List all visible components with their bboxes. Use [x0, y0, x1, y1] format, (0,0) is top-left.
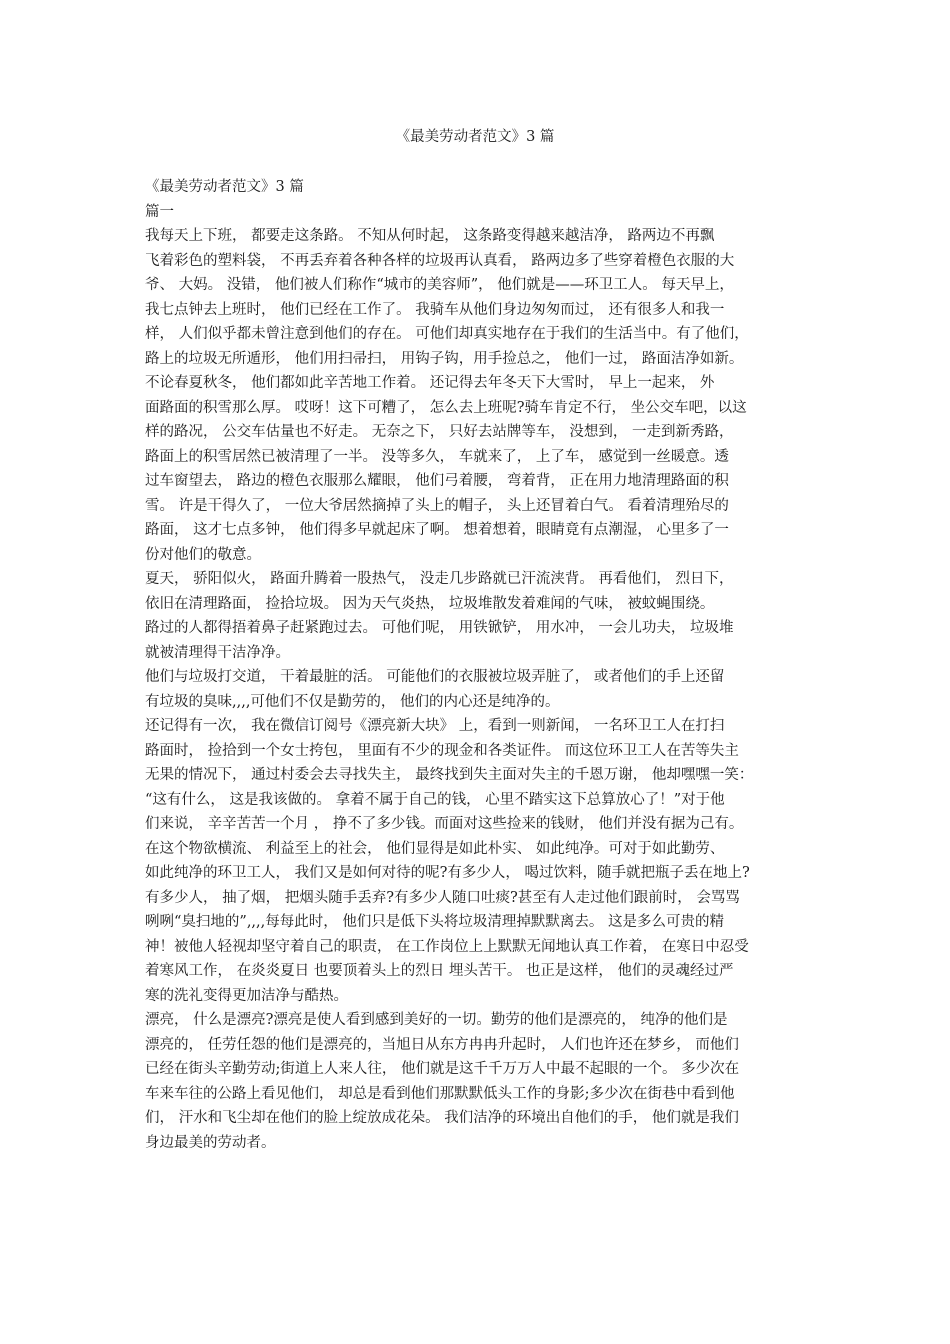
body-line: 就被清理得干洁净净。: [145, 644, 290, 661]
body-line: 咧咧“臭扫地的”,,,,每每此时， 他们只是低下头将垃圾清理掉默默离去。 这是多么可贵的精: [145, 914, 724, 930]
body-line: 漂亮的， 任劳任怨的他们是漂亮的，当旭日从东方冉冉升起时， 人们也许还在梦乡， 而他们: [145, 1036, 739, 1053]
document-subtitle: 《最美劳动者范文》3 篇: [145, 179, 304, 195]
body-line: 有多少人， 抽了烟， 把烟头随手丢弃?有多少人随口吐痰?甚至有人走过他们跟前时， 会骂骂: [145, 889, 740, 906]
body-line: 雪。 许是干得久了， 一位大爷居然摘掉了头上的帽子， 头上还冒着白气。 看着清理殆尽的: [145, 497, 729, 514]
body-line: “这有什么， 这是我该做的。 拿着不属于自己的钱， 心里不踏实这下总算放心了！”对于他: [145, 791, 725, 808]
body-line: 路上的垃圾无所遁形， 他们用扫帚扫， 用钩子钩，用手捡总之， 他们一过， 路面洁净如新。: [145, 350, 744, 367]
section-heading: 篇一: [145, 203, 174, 220]
body-line: 他们与垃圾打交道， 干着最脏的活。 可能他们的衣服被垃圾弄脏了， 或者他们的手上还留: [145, 669, 725, 685]
body-line: 不论春夏秋冬， 他们都如此辛苦地工作着。 还记得去年冬天下大雪时， 早上一起来， 外: [145, 375, 715, 391]
body-line: 样的路况， 公交车估量也不好走。 无奈之下， 只好去站牌等车， 没想到， 一走到新秀路，: [145, 424, 734, 440]
body-line: 路面上的积雪居然已被清理了一半。 没等多久， 车就来了， 上了车， 感觉到一丝暖意。透: [145, 448, 729, 465]
body-line: 样， 人们似乎都未曾注意到他们的存在。 可他们却真实地存在于我们的生活当中。有了他们，: [145, 326, 749, 342]
body-line: 爷、 大妈。 没错， 他们被人们称作“城市的美容师”， 他们就是——环卫工人。 每天早上，: [145, 277, 734, 293]
body-line: 我七点钟去上班时， 他们已经在工作了。 我骑车从他们身边匆匆而过， 还有很多人和我一: [145, 301, 725, 318]
body-line: 无果的情况下， 通过村委会去寻找失主， 最终找到失主面对失主的千恩万谢， 他却嘿嘿一笑：: [145, 767, 754, 783]
body-line: 如此纯净的环卫工人， 我们又是如何对待的呢?有多少人， 喝过饮料，随手就把瓶子丢在地上?: [145, 865, 750, 881]
document-body: [145, 175, 817, 1155]
body-line: 寒的洗礼变得更加洁净与酷热。: [145, 987, 348, 1004]
body-line: 我每天上下班， 都要走这条路。 不知从何时起， 这条路变得越来越洁净， 路两边不再飘: [145, 228, 715, 244]
body-line: 着寒风工作， 在炎炎夏日 也要顶着头上的烈日 埋头苦干。 也正是这样， 他们的灵魂经过严: [145, 963, 734, 979]
body-line: 份对他们的敬意。: [145, 546, 261, 563]
body-line: 在这个物欲横流、 利益至上的社会， 他们显得是如此朴实、 如此纯净。可对于如此勤劳、: [145, 840, 725, 857]
body-line: 们来说， 辛辛苦苦一个月 ， 挣不了多少钱。而面对这些捡来的钱财， 他们并没有据为己有。: [145, 816, 744, 832]
body-line: 漂亮， 什么是漂亮?漂亮是使人看到感到美好的一切。勤劳的他们是漂亮的， 纯净的他们是: [145, 1012, 728, 1028]
body-line: 有垃圾的臭味,,,,可他们不仅是勤劳的， 他们的内心还是纯净的。: [145, 693, 560, 710]
body-line: 飞着彩色的塑料袋， 不再丢弃着各种各样的垃圾再认真看， 路两边多了些穿着橙色衣服的大: [145, 252, 735, 269]
body-line: 路面时， 捡拾到一个女士挎包， 里面有不少的现金和各类证件。 而这位环卫工人在苦等失主: [145, 742, 739, 759]
document-title: 《最美劳动者范文》3 篇: [395, 129, 555, 145]
body-line: 车来车往的公路上看见他们， 却总是看到他们那默默低头工作的身影;多少次在街巷中看到他: [145, 1085, 735, 1102]
body-line: 神！被他人轻视却坚守着自己的职责， 在工作岗位上上默默无闻地认真工作着， 在寒日中忍受: [145, 938, 749, 955]
body-line: 还记得有一次， 我在微信订阅号《漂亮新大块》 上，看到一则新闻， 一名环卫工人在打扫: [145, 718, 725, 734]
body-line: 们， 汗水和飞尘却在他们的脸上绽放成花朵。 我们洁净的环境出自他们的手， 他们就是我们: [145, 1110, 739, 1126]
body-line: 过车窗望去， 路边的橙色衣服那么耀眼， 他们弓着腰， 弯着背， 正在用力地清理路面的积: [145, 473, 729, 489]
body-line: 夏天， 骄阳似火， 路面升腾着一股热气， 没走几步路就已汗流浃背。 再看他们， 烈日下，: [145, 571, 734, 587]
body-line: 路过的人都得捂着鼻子赶紧跑过去。 可他们呢， 用铁锨铲， 用水冲， 一会儿功夫， 垃圾堆: [145, 620, 734, 636]
body-line: 已经在街头辛勤劳动;街道上人来人往， 他们就是这千千万万人中最不起眼的一个。 多少次在: [145, 1061, 740, 1077]
body-line: 面路面的积雪那么厚。 哎呀！这下可糟了， 怎么去上班呢?骑车肯定不行， 坐公交车吧，以这: [145, 399, 747, 416]
body-line: 身边最美的劳动者。: [145, 1134, 276, 1151]
body-line: 依旧在清理路面， 捡拾垃圾。 因为天气炎热， 垃圾堆散发着难闻的气味， 被蚊蝇围绕。: [145, 595, 715, 612]
body-line: 路面， 这才七点多钟， 他们得多早就起床了啊。 想着想着，眼睛竟有点潮湿， 心里多了一: [145, 522, 729, 538]
